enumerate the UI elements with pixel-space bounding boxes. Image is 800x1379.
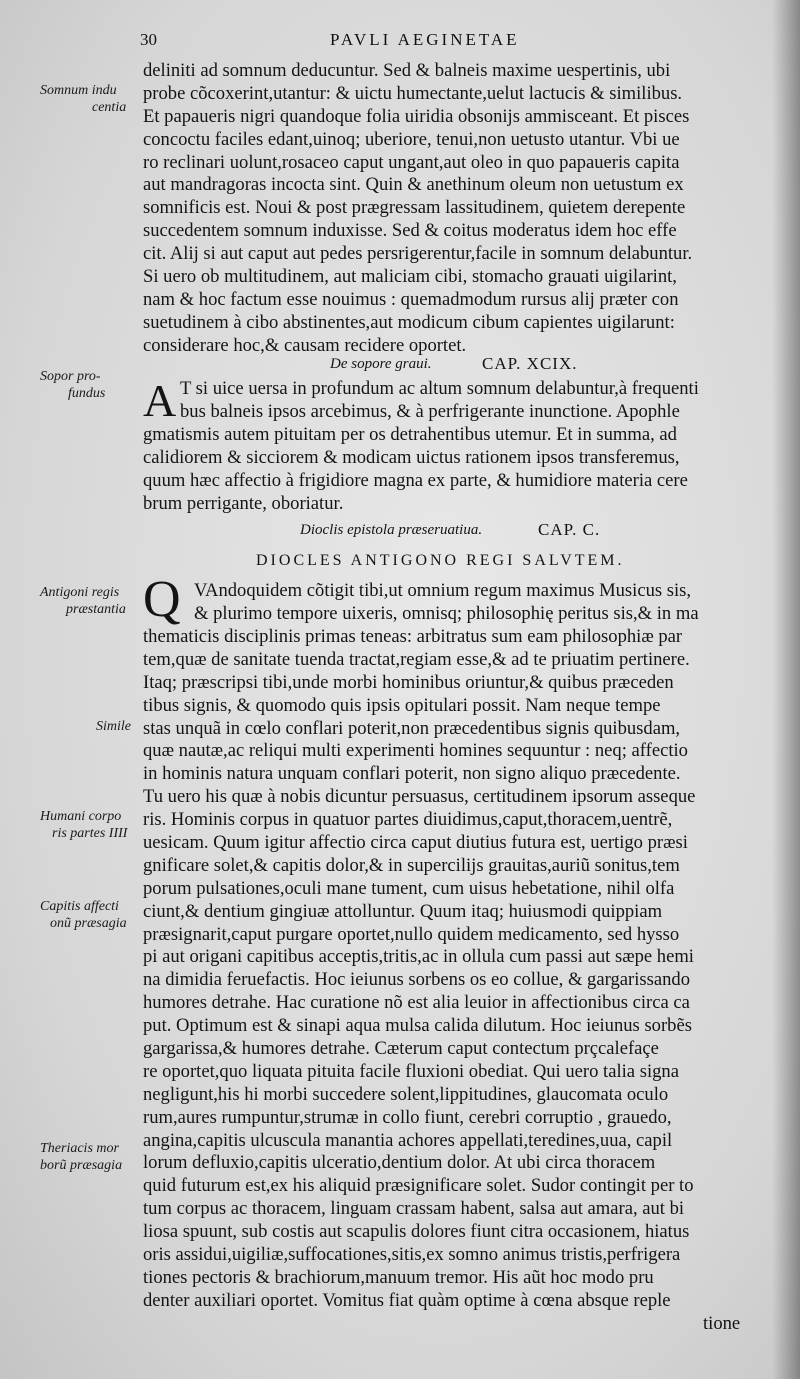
text-line: probe cõcoxerint,utantur: & uictu humectante,uelut lactucis & similibus. [143,82,683,104]
text-line: oris assidui,uigiliæ,suffocationes,sitis,ex somno animus tristis,perfrigera [143,1244,681,1266]
margin-note-antigoni [40,584,140,618]
text-line: Si uero ob multitudinem, aut maliciam cibi, stomacho grauati uigilarint, [143,266,677,288]
margin-note-line: præstantia [66,602,126,617]
text-line: quæ nautæ,ac reliqui multi experimenti homines sequuntur : neq; affectio [143,740,688,762]
text-line: stas unquã in cœlo conflari poterit,non præcedentibus signis quibusdam, [143,717,681,739]
margin-note-line: Somnum indu [40,83,117,98]
text-line: na dimidia feruefactis. Hoc ieiunus sorbens os eo collue, & gargarissando [143,969,690,991]
margin-note-line: ris partes IIII [52,826,128,841]
text-line: tione [703,1312,741,1334]
text-line: pi aut origani capitibus acceptis,tritis,ac in ollula cum passi aut sæpe hemi [143,946,694,968]
text-block-1 [143,60,761,358]
text-block-3-first [194,580,760,626]
text-line: tem,quæ de sanitate tuenda tractat,regiam esse,& ad te priuatim pertinere. [143,648,690,670]
text-line: Et papaueris nigri quandoque folia uiridia obsonijs ammisceant. Et pisces [143,105,690,127]
text-line: quid futurum est,ex his aliquid præsignificare solet. Sudor contingit per to [143,1175,694,1197]
text-line: rum,aures rumpuntur,strumæ in collo fiunt, cerebri corruptio , grauedo, [143,1106,672,1128]
text-line: concoctu faciles edant,uinoq; uberiore, tenui,non uetusto utantur. Vbi ue [143,128,680,150]
text-line: præsignarit,caput purgare oportet,nullo quidem medicamento, sed hysso [143,923,680,945]
text-line: ro reclinari uolunt,rosaceo caput ungant,aut oleo in quo papaueris capita [143,151,680,173]
text-line: ris. Hominis corpus in quatuor partes diuidimus,caput,thoracem,uentrẽ, [143,809,673,831]
text-block-2 [143,424,761,516]
text-line: aut mandragoras incocta sint. Quin & anethinum oleum non uetustum ex [143,174,684,196]
text-line: & plurimo tempore uixeris, omnisq; philosophię peritus sis,& in ma [194,602,699,624]
page-edge-shadow [772,0,800,1379]
margin-note-line: Antigoni regis [40,585,120,600]
margin-note-line: Humani corpo [40,809,122,824]
margin-note-simile [40,718,156,735]
text-line: tiones pectoris & brachiorum,manuum tremor. His aũt hoc modo pru [143,1266,654,1288]
text-line: succedentem somnum induxisse. Sed & coitus moderatus idem hoc effe [143,220,677,242]
text-line: porum pulsationes,oculi mane tument, cum uisus hebetatione, nihil olfa [143,877,675,899]
margin-note-humani [40,808,140,842]
text-line: tibus signis, & quomodo quis ipsis opitulari possit. Nam neque tempe [143,694,661,716]
drop-cap-q: Q [143,571,181,628]
text-line: put. Optimum est & sinapi aqua mulsa calida dilutum. Hoc ieiunus sorbẽs [143,1015,692,1037]
text-line: calidiorem & sicciorem & modicam uictus rationem ipsos transferemus, [143,446,680,468]
page-number: 30 [140,30,157,49]
text-line: thematicis disciplinis primas teneas: arbitratus sum eam philosophiæ par [143,626,683,647]
text-line: tum corpus ac thoracem, linguam crassam habent, salsa aut amara, aut bi [143,1198,685,1220]
text-line: in hominis natura unquam conflari poterit, non signo aliquo præcedente. [143,763,681,785]
text-line: Itaq; præscripsi tibi,unde morbi hominibus oriuntur,& quibus præceden [143,671,674,693]
text-line: gargarissa,& humores detrahe. Cæterum caput contectum prçcalefaçe [143,1038,659,1060]
margin-note-sopor [40,368,140,402]
margin-note-line: fundus [68,386,106,401]
text-line: quum hæc affectio à frigidiore magna ex parte, & humidiore materia cere [143,469,688,491]
margin-note-line: borũ præsagia [40,1158,123,1173]
text-line: lorum defluxio,capitis ulceratio,dentium dolor. At ubi circa thoracem [143,1152,656,1174]
margin-note-somnum [40,82,140,116]
text-line: angina,capitis ulcuscula manantia achores appellati,teredines,uua, capil [143,1129,673,1151]
text-line: liosa spuunt, sub costis aut scapulis dolores fiunt citra occasionem, hiatus [143,1221,690,1243]
margin-note-theriacis [40,1140,140,1174]
text-line: humores detrahe. Hac curatione nõ est alia leuior in affectionibus circa ca [143,992,690,1014]
chapter-number-100: CAP. C. [538,520,601,539]
margin-note-line: Simile [96,719,131,734]
text-line: brum perrigante, oboriatur. [143,492,344,514]
text-line: re oportet,quo liquata pituita facile fluxioni obediat. Qui uero talia signa [143,1060,679,1082]
margin-note-capitis [40,898,140,932]
text-line: deliniti ad somnum deducuntur. Sed & balneis maxime uespertinis, ubi [143,60,671,81]
margin-note-line: onũ præsagia [50,916,127,931]
text-line: denter auxiliari oportet. Vomitus fiat quàm optime à cœna absque reple [143,1289,671,1311]
text-line: VAndoquidem cõtigit tibi,ut omnium regum maximus Musicus sis, [194,580,692,601]
text-line: gmatismis autem pituitam per os detrahentibus utemur. Et in summa, ad [143,424,677,445]
text-line: ciunt,& dentium gingiuæ attolluntur. Quum itaq; huiusmodi quippiam [143,900,663,922]
letter-salutation: DIOCLES ANTIGONO REGI SALVTEM. [256,552,625,569]
text-line: bus balneis ipsos arcebimus, & à perfrigerante inunctione. Apophle [180,401,680,422]
margin-note-line: Theriacis mor [40,1141,119,1156]
text-block-2-second [180,401,760,424]
text-line: T si uice uersa in profundum ac altum somnum delabuntur,à frequenti [180,378,699,399]
chapter-title-100: Dioclis epistola præseruatiua. [300,522,483,538]
text-line: suetudinem à cibo abstinentes,aut modicum cibum capientes uigilarunt: [143,311,675,333]
running-head: PAVLI AEGINETAE [330,30,520,49]
text-line: Tu uero his quæ à nobis dicuntur persuasus, certitudinem ipsorum asseque [143,786,696,808]
text-line: negligunt,his hi morbi succedere solent,lippitudines, glaucomata oculo [143,1083,669,1105]
text-line: gnificare solet,& capitis dolor,& in supercilijs grauitas,auriũ sonitus,tem [143,854,680,876]
chapter-title-99: De sopore graui. [330,356,432,372]
text-block-2-first [180,378,760,401]
margin-note-line: centia [92,100,127,115]
drop-cap-a: A [143,375,177,426]
page-header [140,30,780,54]
margin-note-line: Sopor pro- [40,369,101,384]
text-line: nam & hoc factum esse nouimus : quemadmodum rursus alij præter con [143,288,679,310]
margin-note-line: Capitis affecti [40,899,119,914]
text-line: considerare hoc,& causam recidere oportet. [143,334,467,356]
text-block-3 [143,626,761,1336]
chapter-number-99: CAP. XCIX. [482,354,578,373]
text-line: cit. Alij si aut caput aut pedes persrigerentur,facile in somnum delabuntur. [143,243,693,265]
text-line: somnificis est. Noui & post prægressam lassitudinem, quietem derepente [143,197,686,219]
text-line: uesicam. Quum igitur affectio circa caput diutius futura est, uertigo præsi [143,832,688,854]
